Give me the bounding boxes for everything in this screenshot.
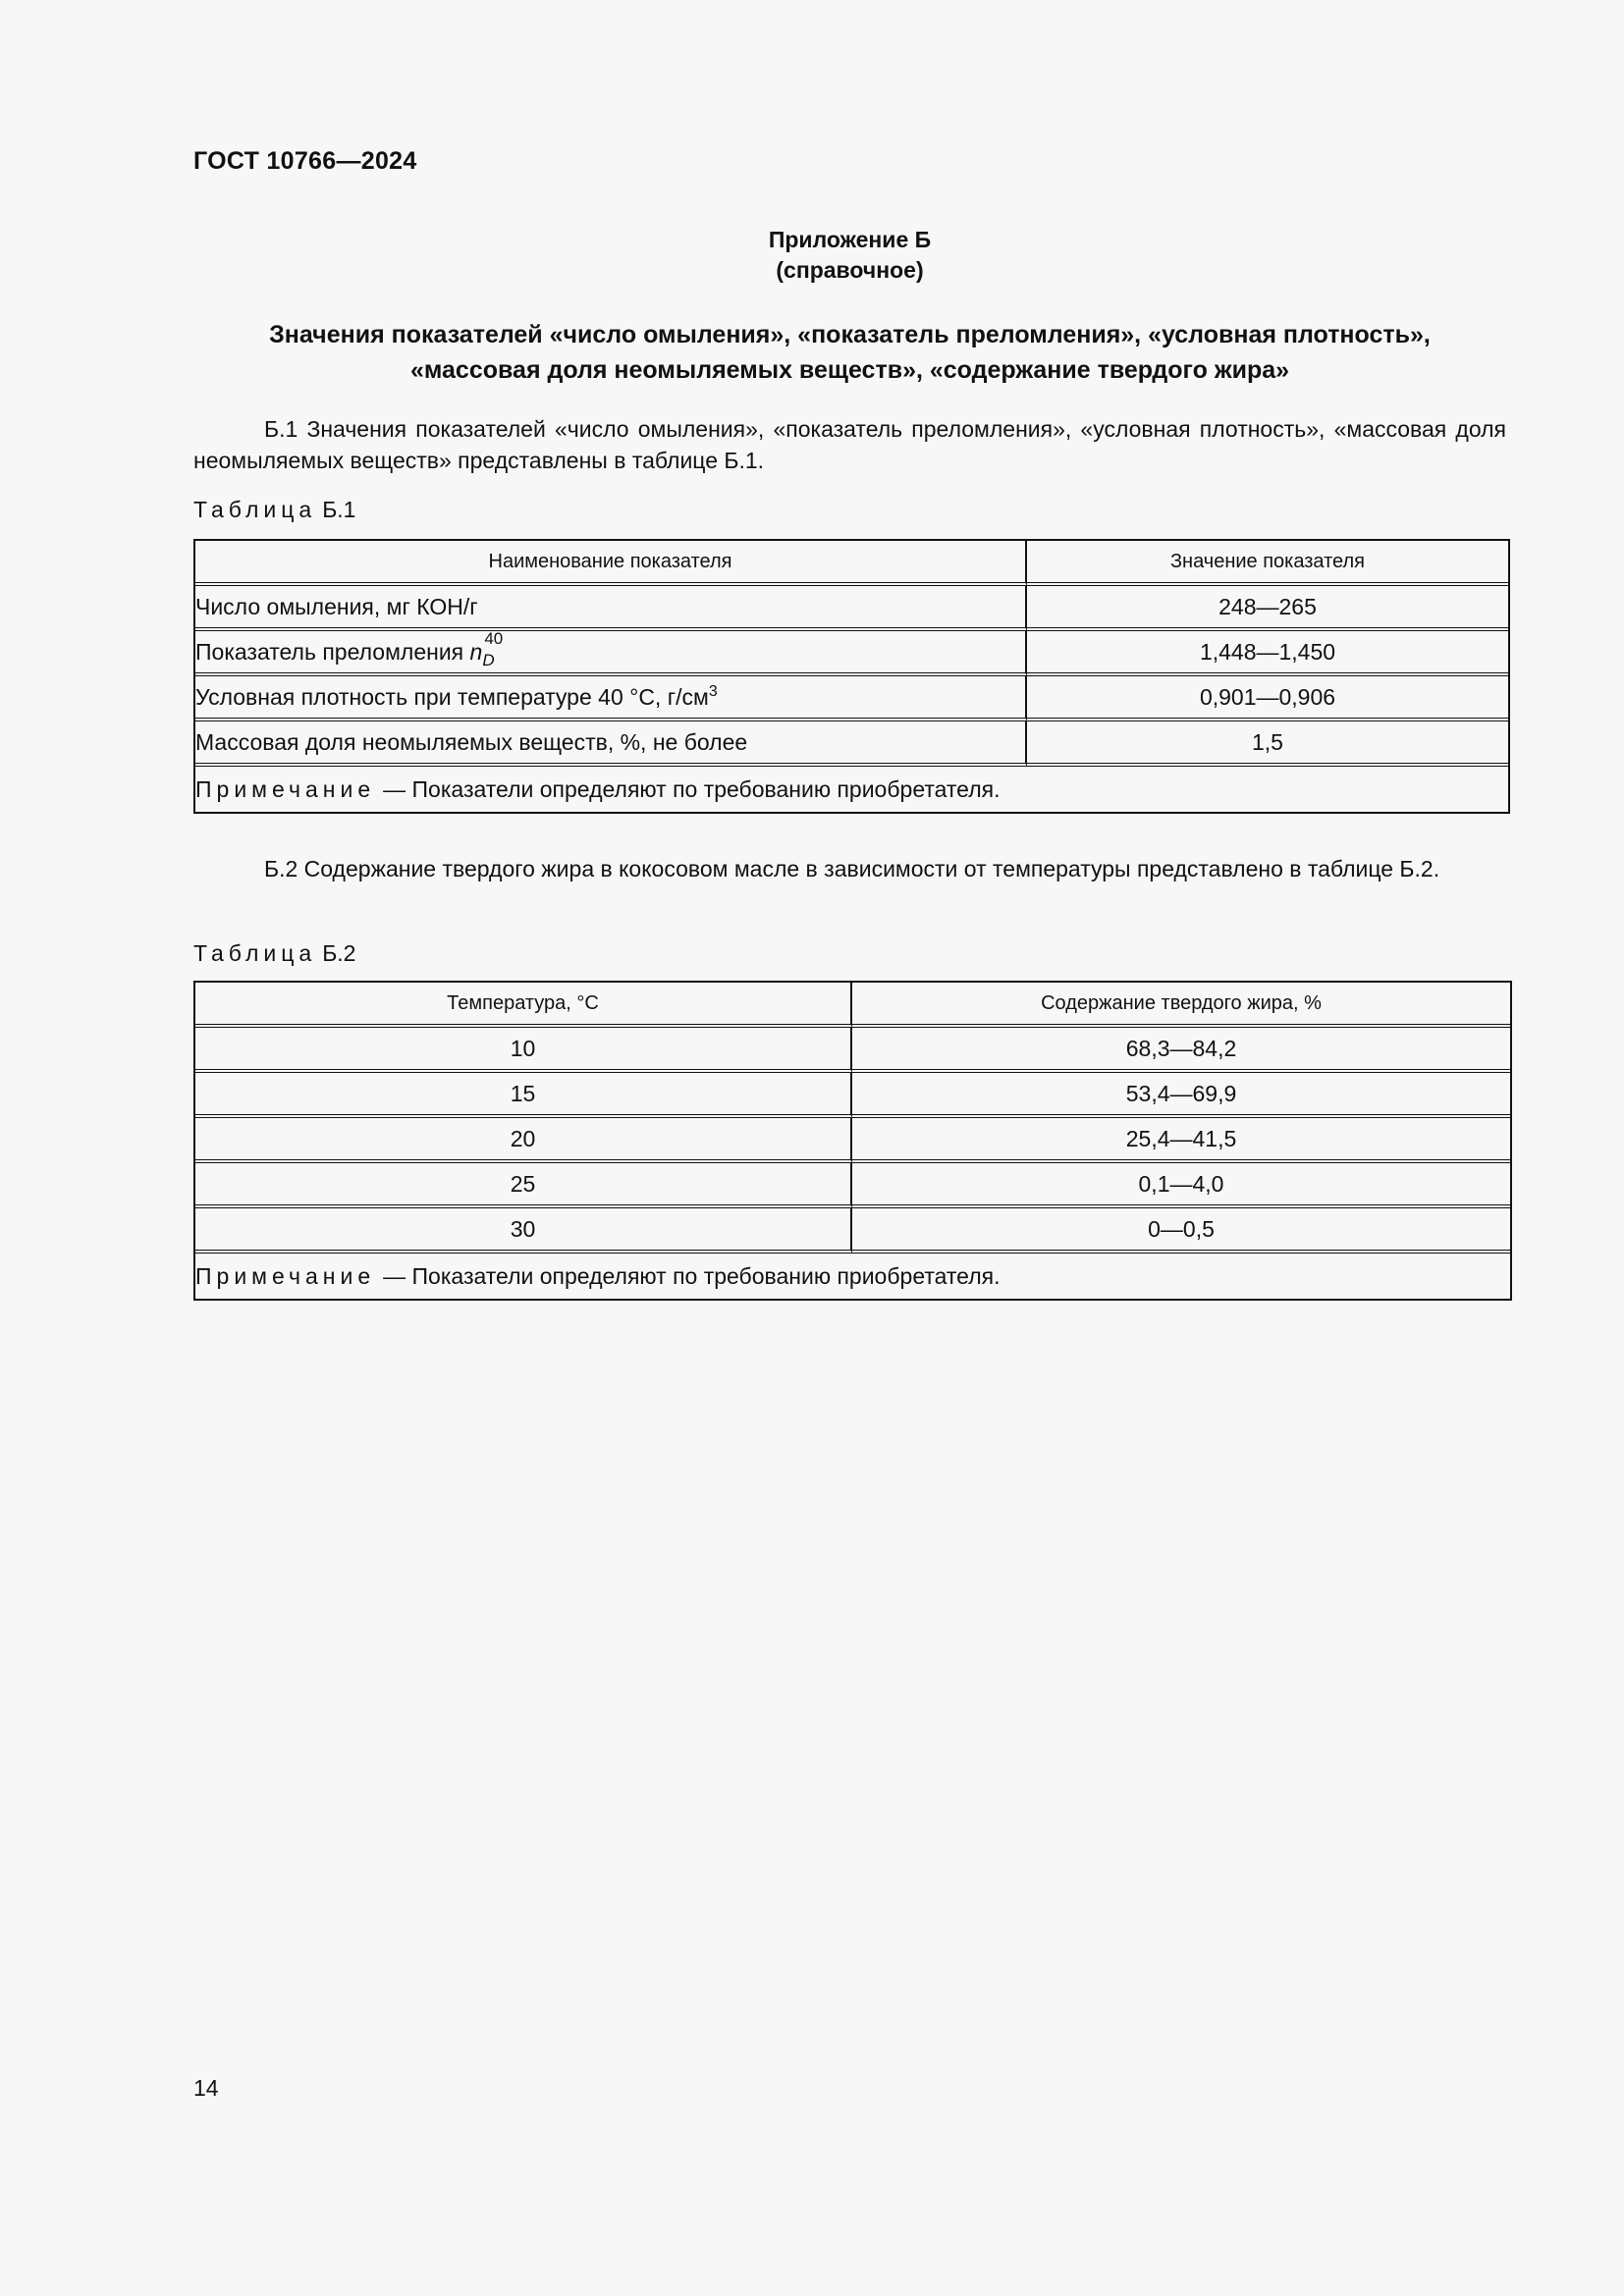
temperature-cell: 25 (195, 1163, 852, 1208)
table-header-row (195, 541, 1508, 586)
annex-title (193, 317, 1506, 388)
refractive-index-superscript: 40 (484, 629, 504, 649)
refractive-index-symbol: n (469, 638, 483, 665)
table-row (195, 1163, 1510, 1208)
solid-fat-cell: 53,4—69,9 (852, 1073, 1510, 1118)
annex-status: (справочное) (776, 257, 924, 283)
column-header-temperature: Температура, °С (195, 983, 852, 1028)
table-b1 (193, 539, 1510, 814)
table-b1-caption (193, 497, 355, 523)
indicator-value: 1,5 (1027, 721, 1508, 767)
paragraph-b2: Б.2 Содержание твердого жира в кокосовом масле в зависимости от температуры представлено в таблице Б.2. (264, 856, 1440, 881)
table-row (195, 1073, 1510, 1118)
note-label: Примечание (195, 1262, 376, 1289)
table-row (195, 1028, 1510, 1073)
temperature-cell: 20 (195, 1118, 852, 1163)
annex-title-line-2: «массовая доля неомыляемых веществ», «содержание твердого жира» (409, 356, 1290, 384)
annex-label: Приложение Б (768, 227, 932, 252)
standard-code: ГОСТ 10766—2024 (193, 147, 417, 175)
column-header-indicator: Наименование показателя (195, 541, 1027, 586)
table-note-row (195, 1254, 1510, 1299)
table-row (195, 676, 1508, 721)
note-text: — Показатели определяют по требованию приобретателя. (383, 1262, 1001, 1289)
indicator-name-text: Показатель преломления (195, 638, 464, 665)
annex-title-line-1: Значения показателей «число омыления», «показатель преломления», «условная плотность», (269, 321, 1431, 348)
unit-superscript: 3 (708, 683, 718, 700)
table-b1-caption-word: Таблица (193, 497, 317, 522)
column-header-value: Значение показателя (1027, 541, 1508, 586)
temperature-cell: 15 (195, 1073, 852, 1118)
solid-fat-cell: 25,4—41,5 (852, 1118, 1510, 1163)
indicator-name: Массовая доля неомыляемых веществ, %, не более (195, 721, 1027, 767)
indicator-name (195, 631, 1027, 676)
table-row (195, 586, 1508, 631)
solid-fat-cell: 0—0,5 (852, 1208, 1510, 1254)
indicator-name (195, 676, 1027, 721)
table-b2 (193, 981, 1512, 1301)
table-b1-caption-number: Б.1 (322, 497, 356, 522)
indicator-name-text: Условная плотность при температуре 40 °С, г/см (195, 684, 709, 710)
indicator-name: Число омыления, мг КОН/г (195, 586, 1027, 631)
table-row (195, 631, 1508, 676)
table-note (195, 1254, 1510, 1299)
paragraph-b1: Б.1 Значения показателей «число омыления», «показатель преломления», «условная плотность», «массовая доля неомыляемых веществ» представлены в таблице Б.1. (193, 416, 1506, 473)
solid-fat-cell: 68,3—84,2 (852, 1028, 1510, 1073)
table-b2-caption-number: Б.2 (322, 940, 356, 966)
table-note (195, 767, 1508, 812)
indicator-value: 248—265 (1027, 586, 1508, 631)
column-header-solid-fat: Содержание твердого жира, % (852, 983, 1510, 1028)
table-note-row (195, 767, 1508, 812)
table-b2-caption-word: Таблица (193, 940, 317, 966)
table-b2-caption (193, 940, 355, 967)
table-header-row (195, 983, 1510, 1028)
temperature-cell: 10 (195, 1028, 852, 1073)
refractive-index-scripts (482, 629, 504, 670)
note-text: — Показатели определяют по требованию приобретателя. (383, 775, 1001, 802)
solid-fat-cell: 0,1—4,0 (852, 1163, 1510, 1208)
refractive-index-subscript: D (482, 651, 495, 670)
table-row (195, 721, 1508, 767)
table-row (195, 1208, 1510, 1254)
page-number: 14 (193, 2075, 219, 2101)
note-label: Примечание (195, 775, 376, 802)
indicator-value: 1,448—1,450 (1027, 631, 1508, 676)
table-row (195, 1118, 1510, 1163)
temperature-cell: 30 (195, 1208, 852, 1254)
indicator-value: 0,901—0,906 (1027, 676, 1508, 721)
